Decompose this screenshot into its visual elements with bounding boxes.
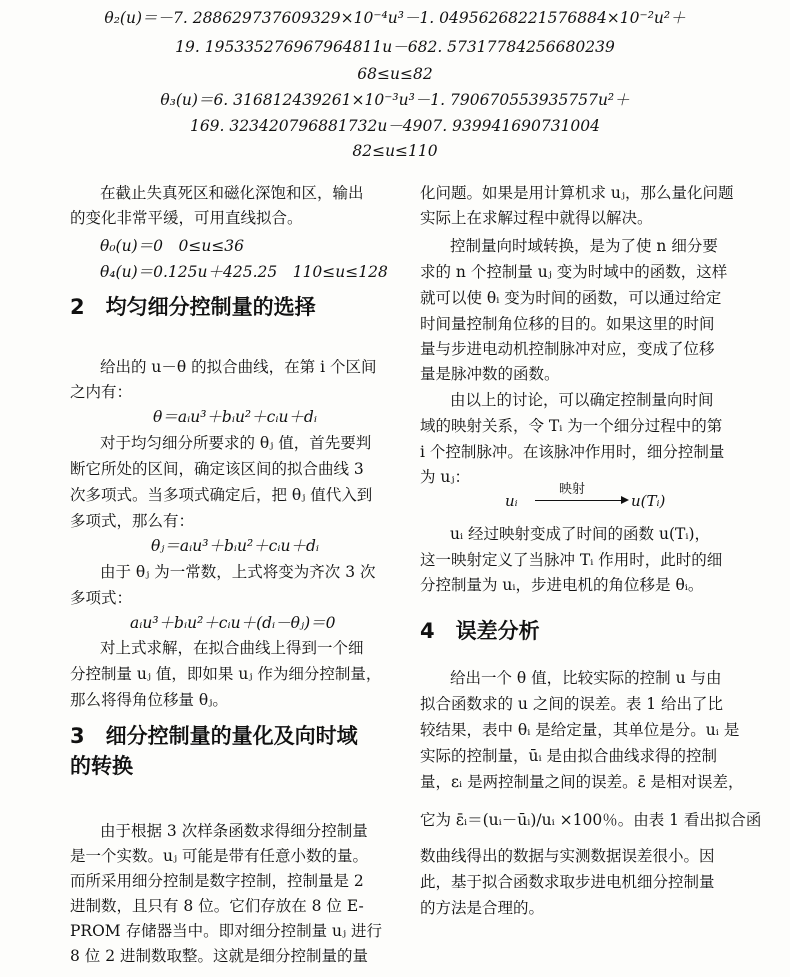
theta2-equation-line1: θ₂(u)＝－7. 288629737609329×10⁻⁴u³－1. 04956268221576884×10⁻²u²＋ bbox=[104, 9, 686, 27]
paragraph-line: 次多项式。当多项式确定后，把 θⱼ 值代入到 bbox=[70, 486, 373, 504]
paragraph-line: 拟合函数求的 u 之间的误差。表 1 给出了比 bbox=[420, 695, 724, 713]
theta4-equation: θ₄(u)＝0.125u＋425.25 110≤u≤128 bbox=[100, 263, 388, 281]
paragraph-line: 分控制量为 uᵢ，步进电机的角位移是 θᵢ。 bbox=[420, 576, 704, 594]
paragraph-line: 在截止失真死区和磁化深饱和区，输出 bbox=[100, 184, 364, 202]
paragraph-line: 实际的控制量，ūᵢ 是由拟合曲线求得的控制 bbox=[420, 747, 718, 765]
mapping-source: uᵢ bbox=[505, 492, 518, 510]
paragraph-line: 时间量控制角位移的目的。如果这里的时间 bbox=[420, 315, 715, 333]
theta2-equation-line2: 19. 195335276967964811u－682. 57317784256680239 bbox=[175, 38, 615, 56]
theta3-equation-line2: 169. 323420796881732u－4907. 939941690731004 bbox=[189, 117, 601, 135]
paragraph-line: i 个控制脉冲。在该脉冲作用时，细分控制量 bbox=[420, 443, 725, 461]
mapping-target: u(Tᵢ) bbox=[631, 492, 666, 510]
paragraph-line: 由以上的讨论，可以确定控制量向时间 bbox=[450, 391, 714, 409]
paragraph-line: 8 位 2 进制数取整。这就是细分控制量的量 bbox=[70, 947, 369, 965]
paragraph-line: 对于均匀细分所要求的 θⱼ 值，首先要判 bbox=[100, 434, 372, 452]
paragraph-line: 给出一个 θ 值，比较实际的控制 u 与由 bbox=[450, 669, 722, 687]
theta3-range: 82≤u≤110 bbox=[352, 142, 438, 160]
paragraph-line: 就可以使 θᵢ 变为时间的函数，可以通过给定 bbox=[420, 289, 722, 307]
paragraph-line: 的变化非常平缓，可用直线拟合。 bbox=[70, 209, 303, 227]
relative-error-formula-line: 它为 ε̄ᵢ＝(uᵢ－ūᵢ)/uᵢ ×100％。由表 1 看出拟合函 bbox=[420, 811, 762, 829]
theta2-range: 68≤u≤82 bbox=[357, 65, 433, 83]
mapping-label: 映射 bbox=[559, 482, 586, 497]
theta0-equation: θ₀(u)＝0 0≤u≤36 bbox=[100, 237, 245, 255]
paragraph-line: 数曲线得出的数据与实测数据误差很小。因 bbox=[420, 847, 715, 865]
paragraph-line: 控制量向时域转换，是为了使 n 细分要 bbox=[450, 237, 718, 255]
paragraph-line: 而所采用细分控制是数字控制，控制量是 2 bbox=[70, 872, 364, 890]
section-3-heading: 3 细分控制量的量化及向时域 bbox=[70, 724, 358, 748]
paragraph-line: 那么将得角位移量 θⱼ。 bbox=[70, 691, 228, 709]
paragraph-line: 是一个实数。uⱼ 可能是带有任意小数的量。 bbox=[70, 847, 369, 865]
paragraph-line: 断它所处的区间，确定该区间的拟合曲线 3 bbox=[70, 460, 364, 478]
paragraph-line: uᵢ 经过映射变成了时间的函数 u(Tᵢ)， bbox=[450, 525, 710, 543]
paragraph-line: 较结果，表中 θᵢ 是给定量，其单位是分。uᵢ 是 bbox=[420, 721, 740, 739]
paragraph-line: 域的映射关系，令 Tᵢ 为一个细分过程中的第 bbox=[420, 417, 723, 435]
section-3-heading-cont: 的转换 bbox=[70, 754, 133, 778]
paragraph-line: 为 uⱼ： bbox=[420, 468, 471, 486]
paragraph-line: 求的 n 个控制量 uⱼ 变为时域中的函数，这样 bbox=[420, 263, 728, 281]
mapping-arrow bbox=[535, 500, 627, 501]
section-4-heading: 4 误差分析 bbox=[420, 619, 540, 643]
paragraph-line: 由于 θⱼ 为一常数，上式将变为齐次 3 次 bbox=[100, 563, 376, 581]
paragraph-line: 实际上在求解过程中就得以解决。 bbox=[420, 209, 653, 227]
paragraph-line: 这一映射定义了当脉冲 Tᵢ 作用时，此时的细 bbox=[420, 551, 723, 569]
equation-fit-curve: θ＝aᵢu³＋bᵢu²＋cᵢu＋dᵢ bbox=[153, 408, 317, 426]
mapping-diagram bbox=[505, 478, 666, 518]
theta3-equation-line1: θ₃(u)＝6. 316812439261×10⁻³u³－1. 790670553935757u²＋ bbox=[160, 91, 630, 109]
paragraph-line: 之内有： bbox=[70, 383, 133, 401]
paragraph-line: 多项式： bbox=[70, 589, 133, 607]
paragraph-line: 进制数，且只有 8 位。它们存放在 8 位 E- bbox=[70, 897, 364, 915]
paragraph-line: 多项式，那么有： bbox=[70, 512, 195, 530]
section-2-heading: 2 均匀细分控制量的选择 bbox=[70, 295, 316, 319]
equation-theta-j: θⱼ＝aᵢu³＋bᵢu²＋cᵢu＋dᵢ bbox=[150, 537, 320, 555]
paragraph-line: 化问题。如果是用计算机求 uⱼ，那么量化问题 bbox=[420, 184, 734, 202]
paragraph-line: 此，基于拟合函数求取步进电机细分控制量 bbox=[420, 873, 715, 891]
paragraph-line: 由于根据 3 次样条函数求得细分控制量 bbox=[100, 822, 368, 840]
equation-homogeneous: aᵢu³＋bᵢu²＋cᵢu＋(dᵢ－θⱼ)＝0 bbox=[130, 614, 336, 632]
paragraph-line: 量与步进电动机控制脉冲对应，变成了位移 bbox=[420, 340, 715, 358]
paragraph-line: PROM 存储器当中。即对细分控制量 uⱼ 进行 bbox=[70, 922, 383, 940]
paragraph-line: 的方法是合理的。 bbox=[420, 899, 545, 917]
paragraph-line: 对上式求解，在拟合曲线上得到一个细 bbox=[100, 639, 364, 657]
paragraph-line: 给出的 u－θ 的拟合曲线，在第 i 个区间 bbox=[100, 358, 377, 376]
paragraph-line: 量，εᵢ 是两控制量之间的误差。ε̄ 是相对误差， bbox=[420, 773, 744, 791]
paragraph-line: 量是脉冲数的函数。 bbox=[420, 365, 560, 383]
paragraph-line: 分控制量 uⱼ 值，即如果 uⱼ 作为细分控制量， bbox=[70, 665, 382, 683]
